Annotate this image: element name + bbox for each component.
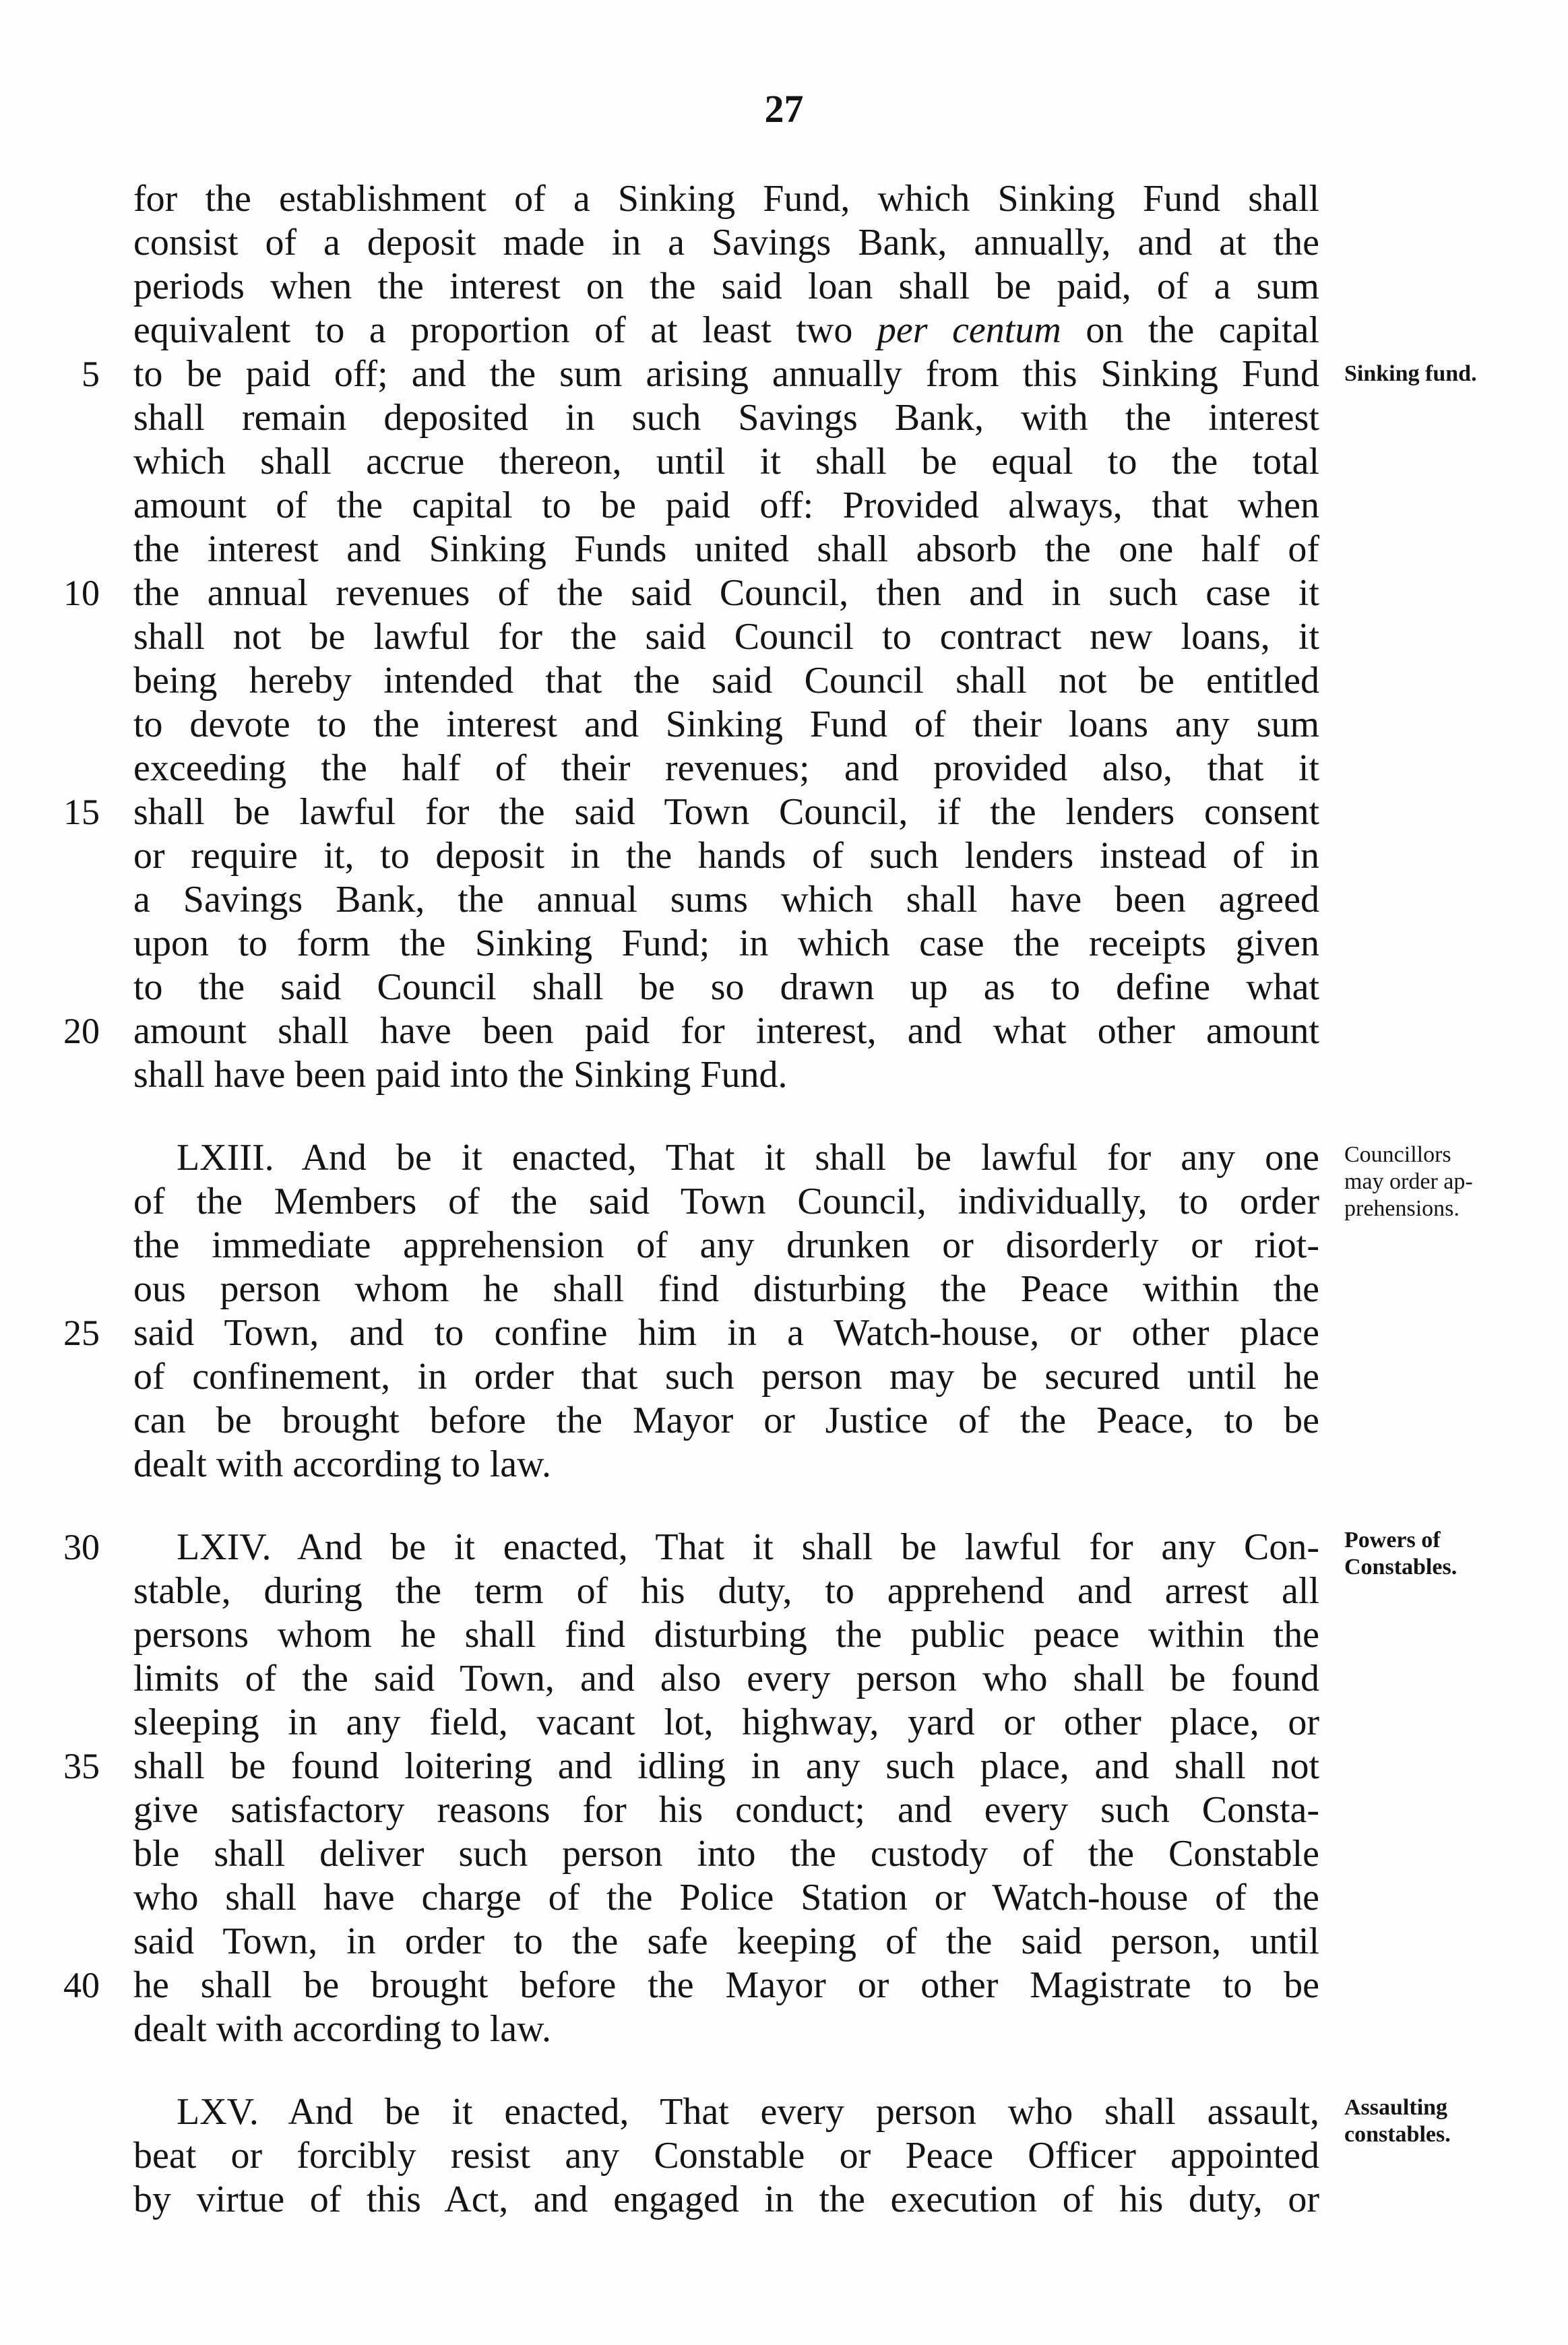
- text-line: he shall be brought before the Mayor or other Magistrate to be: [133, 1964, 1319, 2006]
- text-line: of confinement, in order that such person may be secured until he: [133, 1356, 1319, 1398]
- text-line: to be paid off; and the sum arising annually from this Sinking Fund: [133, 353, 1319, 395]
- line-number: 25: [63, 1313, 100, 1353]
- text-line: dealt with according to law.: [133, 1443, 551, 1485]
- line-number: 10: [63, 573, 100, 613]
- line-number: 15: [63, 792, 100, 832]
- text-line: shall be lawful for the said Town Council, if the lenders consent: [133, 791, 1319, 833]
- text-line: who shall have charge of the Police Station or Watch-house of the: [133, 1877, 1319, 1918]
- text-line: beat or forcibly resist any Constable or Peace Officer appointed: [133, 2135, 1319, 2177]
- page-number: 27: [764, 87, 804, 131]
- section-heading-line: LXIII. And be it enacted, That it shall be lawful for any one: [177, 1137, 1319, 1179]
- margin-note-line: may order ap-: [1344, 1169, 1473, 1194]
- text-line: periods when the interest on the said loan shall be paid, of a sum: [133, 265, 1319, 307]
- margin-note-assaulting-constables: [1344, 2094, 1560, 2148]
- margin-note-powers-of-constables: [1344, 1527, 1560, 1581]
- text-line: shall have been paid into the Sinking Fund.: [133, 1054, 788, 1096]
- margin-note-line: constables.: [1344, 2122, 1451, 2147]
- text-line: said Town, and to confine him in a Watch-house, or other place: [133, 1312, 1319, 1354]
- line-number: 20: [63, 1011, 100, 1051]
- text-line: to the said Council shall be so drawn up as to define what: [133, 966, 1319, 1008]
- margin-note-line: Assaulting: [1344, 2095, 1448, 2120]
- margin-note-line: Councillors: [1344, 1142, 1451, 1167]
- text-line: shall be found loitering and idling in any such place, and shall not: [133, 1745, 1319, 1787]
- text-line: amount of the capital to be paid off: Provided always, that when: [133, 484, 1319, 526]
- margin-note-line: Constables.: [1344, 1555, 1457, 1580]
- text-line: stable, during the term of his duty, to apprehend and arrest all: [133, 1570, 1319, 1612]
- text-line: or require it, to deposit in the hands of such lenders instead of in: [133, 835, 1319, 877]
- text-line: the immediate apprehension of any drunken or disorderly or riot-: [133, 1224, 1319, 1266]
- margin-note-line: Powers of: [1344, 1528, 1441, 1553]
- section-heading-line: LXV. And be it enacted, That every person who shall assault,: [177, 2091, 1319, 2133]
- italic-phrase: per centum: [877, 309, 1061, 351]
- text-line: give satisfactory reasons for his conduct; and every such Consta-: [133, 1789, 1319, 1831]
- text-line: to devote to the interest and Sinking Fund of their loans any sum: [133, 704, 1319, 745]
- text-line: the annual revenues of the said Council, then and in such case it: [133, 572, 1319, 614]
- section-heading-line: LXIV. And be it enacted, That it shall be lawful for any Con-: [177, 1526, 1319, 1568]
- text-line: ous person whom he shall find disturbing the Peace within the: [133, 1268, 1319, 1310]
- text-line: sleeping in any field, vacant lot, highway, yard or other place, or: [133, 1701, 1319, 1743]
- text-line: of the Members of the said Town Council, individually, to order: [133, 1181, 1319, 1222]
- margin-note-councillors: [1344, 1142, 1560, 1222]
- text-line: persons whom he shall find disturbing the public peace within the: [133, 1614, 1319, 1656]
- text-line: shall remain deposited in such Savings Bank, with the interest: [133, 397, 1319, 439]
- text-line: being hereby intended that the said Council shall not be entitled: [133, 660, 1319, 701]
- text-line: equivalent to a proportion of at least two per centum on the capital: [133, 309, 1320, 351]
- text-line: amount shall have been paid for interest, and what other amount: [133, 1010, 1319, 1052]
- text-line: upon to form the Sinking Fund; in which case the receipts given: [133, 923, 1319, 964]
- text-line: shall not be lawful for the said Council to contract new loans, it: [133, 616, 1319, 658]
- text-line: can be brought before the Mayor or Justice of the Peace, to be: [133, 1400, 1319, 1441]
- line-number: 35: [63, 1746, 100, 1786]
- text-line: dealt with according to law.: [133, 2008, 551, 2050]
- text-line: the interest and Sinking Funds united shall absorb the one half of: [133, 528, 1319, 570]
- margin-note-sinking-fund: Sinking fund.: [1344, 361, 1477, 386]
- line-number: 5: [82, 354, 100, 394]
- line-number: 40: [63, 1965, 100, 2005]
- text-line: said Town, in order to the safe keeping of the said person, until: [133, 1920, 1319, 1962]
- text-line: a Savings Bank, the annual sums which shall have been agreed: [133, 879, 1319, 920]
- margin-note-line: prehensions.: [1344, 1196, 1460, 1221]
- text-line: by virtue of this Act, and engaged in the execution of his duty, or: [133, 2179, 1319, 2220]
- text-line: for the establishment of a Sinking Fund, which Sinking Fund shall: [133, 178, 1319, 220]
- text-line: consist of a deposit made in a Savings Bank, annually, and at the: [133, 222, 1319, 263]
- line-number: 30: [63, 1527, 100, 1567]
- text-line: exceeding the half of their revenues; and provided also, that it: [133, 747, 1319, 789]
- text-line: which shall accrue thereon, until it shall be equal to the total: [133, 441, 1319, 482]
- text-line: ble shall deliver such person into the custody of the Constable: [133, 1833, 1319, 1875]
- text-line: limits of the said Town, and also every person who shall be found: [133, 1658, 1319, 1699]
